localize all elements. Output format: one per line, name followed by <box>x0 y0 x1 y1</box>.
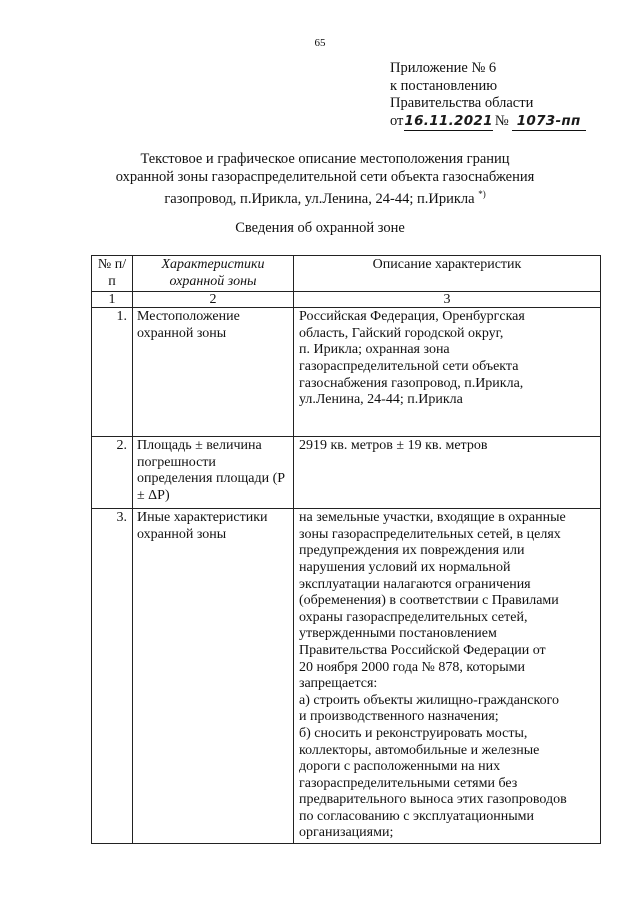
row-num: 3. <box>92 509 133 844</box>
row-description <box>294 308 601 437</box>
number-prefix: № <box>494 112 509 129</box>
description-line: газоснабжения газопровод, п.Ирикла, <box>299 375 524 391</box>
description-line: на земельные участки, входящие в охранные <box>299 510 566 526</box>
column-number: 2 <box>133 292 294 308</box>
page-number: 65 <box>314 37 326 49</box>
from-prefix: от <box>390 112 404 129</box>
description-line: 2919 кв. метров ± 19 кв. метров <box>299 438 488 454</box>
header-characteristic: Характеристики охранной зоны <box>133 256 294 292</box>
table-row <box>92 437 601 509</box>
column-number: 1 <box>92 292 133 308</box>
description-line: Правительства Российской Федерации от <box>299 642 546 658</box>
footnote-mark: *) <box>478 189 486 199</box>
title-line-1: Текстовое и графическое описание местоположения границ <box>140 151 510 167</box>
title-line-3 <box>60 186 590 208</box>
description-line: предупреждения их повреждения или <box>299 543 525 559</box>
appendix-line-1: Приложение № 6 <box>390 60 497 76</box>
description-line: (обременения) в соответствии с Правилами <box>299 593 559 609</box>
handwritten-number: 1073-пп <box>512 113 586 132</box>
document-title <box>60 151 590 208</box>
description-line: ул.Ленина, 24-44; п.Ирикла <box>299 392 463 408</box>
description-line: зоны газораспределительных сетей, в целях <box>299 526 561 542</box>
description-line: по согласованию с эксплуатационными <box>299 808 534 824</box>
description-line: предварительного выноса этих газопроводов <box>299 792 567 808</box>
description-line: газораспределительными сетями без <box>299 775 518 791</box>
description-line: п. Ирикла; охранная зона <box>299 342 450 358</box>
row-characteristic: Площадь ± величина погрешности определения площади (P ± ΔP) <box>133 437 294 509</box>
header-num: № п/п <box>92 256 133 292</box>
header-description: Описание характеристик <box>294 256 601 292</box>
zone-table <box>91 255 601 844</box>
description-line: газораспределительной сети объекта <box>299 358 519 374</box>
row-description <box>294 437 601 509</box>
description-line: область, Гайский городской округ, <box>299 325 504 341</box>
column-number-row <box>92 292 601 308</box>
description-line: утвержденными постановлением <box>299 626 497 642</box>
table-header-row <box>92 256 601 292</box>
description-line: б) сносить и реконструировать мосты, <box>299 725 528 741</box>
description-line: организациями; <box>299 825 394 841</box>
description-line: а) строить объекты жилищно-гражданского <box>299 692 559 708</box>
row-num: 2. <box>92 437 133 509</box>
description-line: 20 ноября 2000 года № 878, которыми <box>299 659 526 675</box>
description-line: запрещается: <box>299 676 378 692</box>
table-row <box>92 509 601 844</box>
description-line: коллекторы, автомобильные и железные <box>299 742 540 758</box>
description-line: эксплуатации налагаются ограничения <box>299 576 531 592</box>
column-number: 3 <box>294 292 601 308</box>
appendix-date-line <box>390 113 586 132</box>
appendix-line-2: к постановлению <box>390 77 498 94</box>
title-line-3-text: газопровод, п.Ирикла, ул.Ленина, 24-44; п.Ирикла <box>164 190 475 207</box>
section-title: Сведения об охранной зоне <box>235 220 405 236</box>
appendix-line-3: Правительства области <box>390 95 534 111</box>
row-num: 1. <box>92 308 133 437</box>
row-characteristic: Местоположение охранной зоны <box>133 308 294 437</box>
description-line: Российская Федерация, Оренбургская <box>299 309 525 325</box>
title-line-2: охранной зоны газораспределительной сети объекта газоснабжения <box>115 168 535 185</box>
table-row <box>92 308 601 437</box>
row-description <box>294 509 601 844</box>
handwritten-date: 16.11.2021 <box>404 113 492 132</box>
description-line: и производственного назначения; <box>299 709 499 725</box>
description-line: нарушения условий их нормальной <box>299 559 511 575</box>
description-line: охраны газораспределительных сетей, <box>299 609 528 625</box>
row-characteristic: Иные характеристики охранной зоны <box>133 509 294 844</box>
description-line: дороги с расположенными на них <box>299 759 501 775</box>
appendix-block <box>390 60 586 131</box>
